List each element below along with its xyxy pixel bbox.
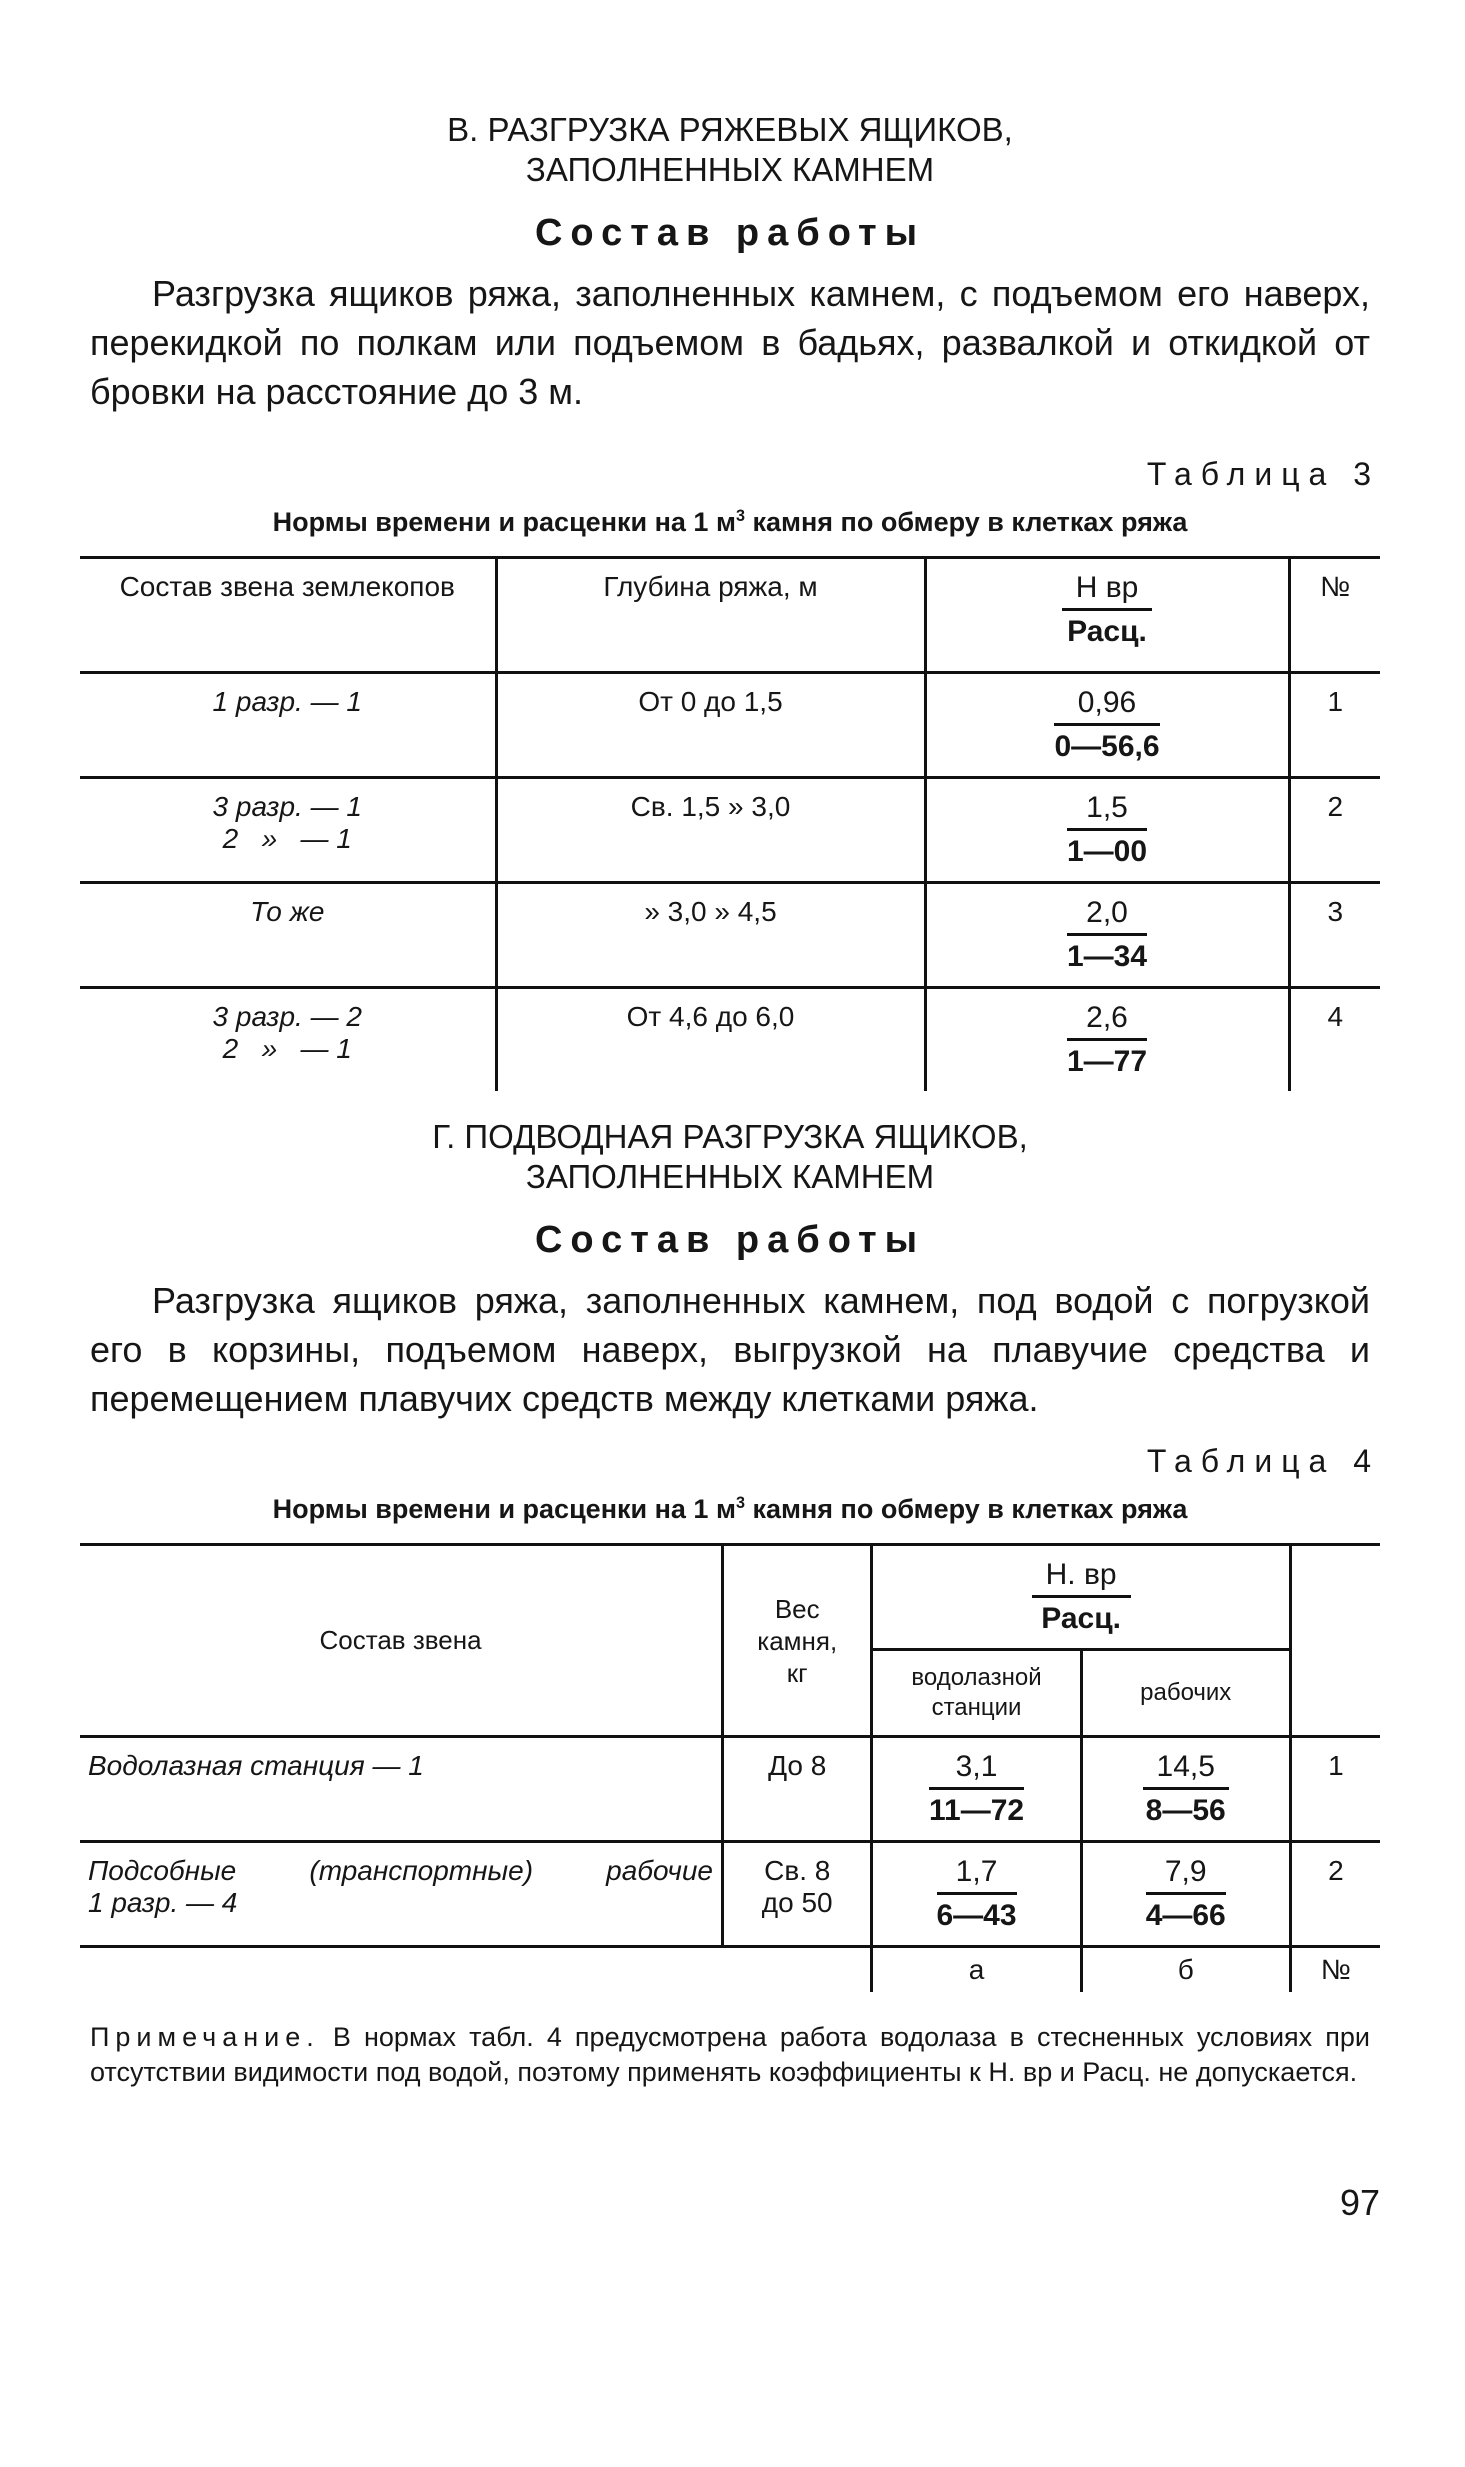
note-label: Примечание. (90, 2022, 320, 2052)
table-row: Подсобные (транспортные) рабочие 1 разр. — 4 Св. 8 до 50 $\frac{1,7}{6—43}$ $\frac{7,9}{4—66}$ 2 (80, 1842, 1380, 1947)
table4-footer-a: а (872, 1947, 1081, 1993)
table-row: То же » 3,0 » 4,5 $\frac{2,0}{1—34}$ 3 (80, 883, 1380, 988)
table4-header-crew: Состав звена (80, 1545, 723, 1737)
table3-header-depth: Глубина ряжа, м (496, 558, 925, 673)
table4-footer-row (80, 1947, 1380, 1993)
table4-footer-b: б (1081, 1947, 1290, 1993)
section-v-text: Разгрузка ящиков ряжа, заполненных камнем, с подъемом его наверх, перекидкой по полкам или подъемом в бадьях, развалкой и откидкой от бровки на расстояние до 3 м. (90, 273, 1370, 412)
section-v-title-line1: В. РАЗГРУЗКА РЯЖЕВЫХ ЯЩИКОВ, (447, 111, 1013, 148)
page-number: 97 (1339, 2182, 1380, 2223)
table3-label: Таблица 3 (1146, 456, 1380, 492)
table4-header-row1 (80, 1545, 1380, 1650)
table-row: Водолазная станция — 1 До 8 $\frac{3,1}{11—72}$ $\frac{14,5}{8—56}$ 1 (80, 1737, 1380, 1842)
table4-caption: Нормы времени и расценки на 1 $м^3$ камня по обмеру в клетках ряжа (272, 1494, 1188, 1524)
section-v-title-line2: ЗАПОЛНЕННЫХ КАМНЕМ (525, 151, 935, 188)
table3-header-crew: Состав звена землекопов (80, 558, 496, 673)
section-g-title-line1: Г. ПОДВОДНАЯ РАЗГРУЗКА ЯЩИКОВ, (432, 1118, 1028, 1155)
table3-header-no: № (1289, 558, 1380, 673)
table4 (80, 1543, 1380, 1992)
table3-caption: Нормы времени и расценки на 1 $м^3$ камня по обмеру в клетках ряжа (272, 507, 1188, 537)
note-text: В нормах табл. 4 предусмотрена работа водолаза в стесненных условиях при отсутствии видимости под водой, поэтому применять коэффициенты к Н. вр и Расц. не допускается. (90, 2022, 1370, 2087)
table4-footer-no: № (1320, 1954, 1351, 1985)
table3-header-row (80, 558, 1380, 673)
table-row: 3 разр. — 2 2 » — 1 От 4,6 до 6,0 $\frac{2,6}{1—77}$ 4 (80, 988, 1380, 1092)
table4-header-norm: $\frac{Н. вр}{\text{Расц.}}$ (872, 1545, 1290, 1650)
table4-header-station: водолазной станции (872, 1650, 1081, 1737)
table-row: 3 разр. — 1 2 » — 1 Св. 1,5 » 3,0 $\frac{1,5}{1—00}$ 2 (80, 778, 1380, 883)
table4-label: Таблица 4 (1146, 1443, 1380, 1479)
table3 (80, 556, 1380, 1091)
table-row: 1 разр. — 1 От 0 до 1,5 $\frac{0,96}{0—56,6}$ 1 (80, 673, 1380, 778)
note (80, 2020, 1380, 2090)
section-v-subtitle: Состав работы (534, 212, 926, 254)
table4-header-weight: Вес камня, кг (723, 1545, 872, 1737)
section-g-text: Разгрузка ящиков ряжа, заполненных камнем, под водой с погрузкой его в корзины, подъемом наверх, выгрузкой на плавучие средства и перемещением плавучих средств между клетками ряжа. (90, 1280, 1370, 1419)
table3-header-norm: $\frac{\text{Н вр}}{\text{Расц.}}$ (925, 558, 1289, 673)
page-content (80, 110, 1380, 2090)
section-g-title-line2: ЗАПОЛНЕННЫХ КАМНЕМ (525, 1158, 935, 1195)
section-g-subtitle: Состав работы (534, 1219, 926, 1261)
table4-header-workers: рабочих (1081, 1650, 1290, 1737)
